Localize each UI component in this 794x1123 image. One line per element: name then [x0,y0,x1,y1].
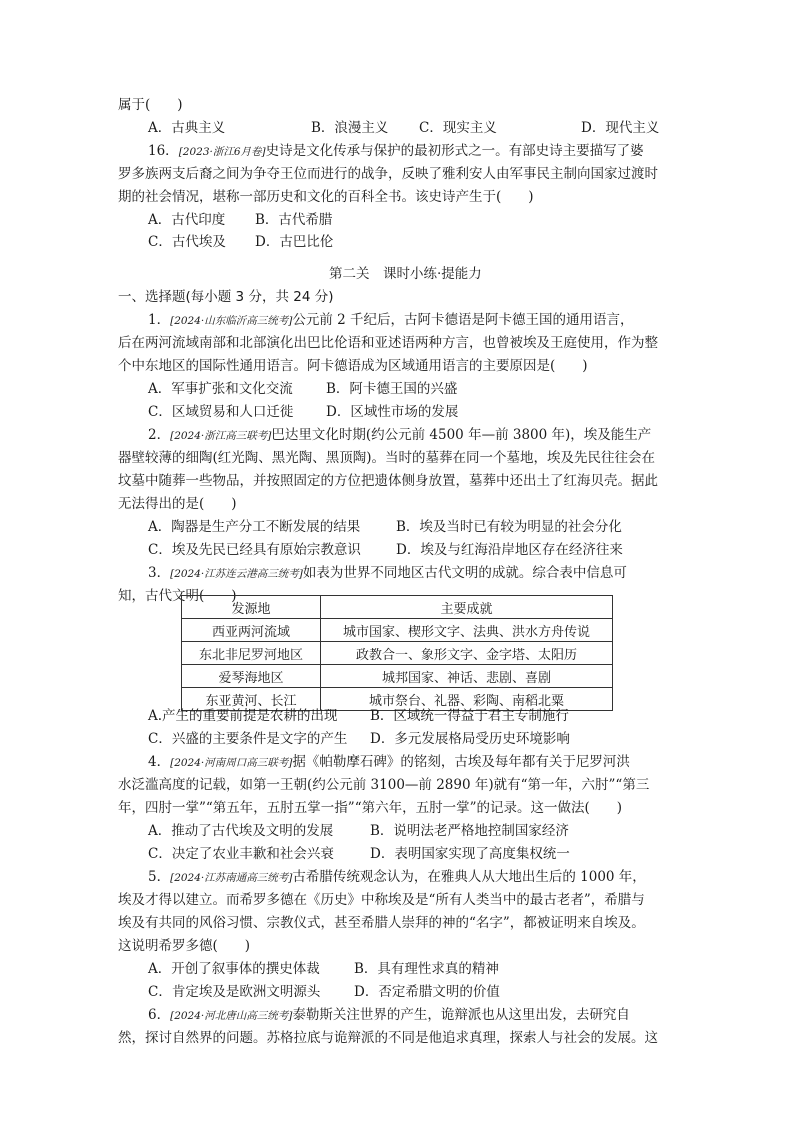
q1-option-b: B．阿卡德王国的兴盛 [326,381,458,397]
section-part-heading: 一、选择题(每小题 3 分，共 24 分) [118,289,334,305]
q2-option-d: D．埃及与红海沿岸地区存在经济往来 [396,542,623,558]
q3-number: 3． [148,565,171,581]
q16-text-1: 史诗是文化传承与保护的最初形式之一。有部史诗主要描写了婆 [265,143,644,159]
table-row [182,665,613,688]
q2-option-a: A．陶器是生产分工不断发展的结果 [148,519,361,535]
q3-option-a: A.产生的重要前提是农耕的出现 [148,708,338,724]
q4-option-c: C．决定了农业丰歉和社会兴衰 [148,846,334,862]
q16-option-d: D．古巴比伦 [255,234,334,250]
table-cell: 城市国家、楔形文字、法典、洪水方舟传说 [321,619,613,642]
section-title: 第二关 课时小练·提能力 [329,266,482,282]
table-cell: 城市祭台、礼器、彩陶、南稻北粟 [321,688,613,711]
q3-option-d: D．多元发展格局受历史环境影响 [370,731,570,747]
q5-number: 5． [148,869,171,885]
q3-line-2: 知，古代文明( ) [118,588,237,604]
q2-line-2: 器壁较薄的细陶(红光陶、黑光陶、黑顶陶)。当时的墓葬在同一个墓地，埃及先民往往会在 [118,450,656,466]
q4-line-3: 年，四肘一掌”“第五年，五肘五掌一指”“第六年，五肘一掌”的记录。这一做法( ) [118,800,623,816]
q2-text-1: 巴达里文化时期(约公元前 4500 年—前 3800 年)，埃及能生产 [271,427,652,443]
q1-line-3: 个中东地区的国际性通用语言。阿卡德语成为区域通用语言的主要原因是( ) [118,358,588,374]
q15-option-d: D．现代主义 [581,120,660,136]
q16-source: [2023·浙江6月卷] [178,146,266,158]
q6-number: 6． [148,1007,171,1023]
q1-option-d: D．区域性市场的发展 [326,404,459,420]
q6-line-1 [148,1005,630,1026]
q15-stem-end: 属于( ) [118,97,183,113]
q16-option-b: B．古代希腊 [255,212,333,228]
q1-line-1 [148,310,634,331]
civilization-table [181,595,613,711]
q4-source: [2024·河南周口高三联考] [170,757,293,769]
q2-line-4: 无法得出的是( ) [118,496,237,512]
q4-line-1 [148,752,630,773]
q15-option-a: A．古典主义 [148,120,226,136]
table-row [182,619,613,642]
q16-number: 16． [148,143,179,159]
table-cell: 东北非尼罗河地区 [182,642,321,665]
q2-source: [2024·浙江高三联考] [170,430,272,442]
q1-text-1: 公元前 2 千纪后，古阿卡德语是阿卡德王国的通用语言， [292,312,634,328]
q5-option-d: D．否定希腊文明的价值 [354,984,500,1000]
q15-option-b: B．浪漫主义 [311,120,389,136]
q6-line-2: 然，探讨自然界的问题。苏格拉底与诡辩派的不同是他追求真理，探索人与社会的发展。这 [118,1030,658,1046]
q5-option-a: A．开创了叙事体的撰史体裁 [148,961,320,977]
q2-line-3: 坟墓中随葬一些物品，并按照固定的方位把遗体侧身放置，墓葬中还出土了红海贝壳。据此 [118,473,658,489]
q16-line-3: 期的社会情况，堪称一部历史和文化的百科全书。该史诗产生于( ) [118,189,534,205]
q5-option-b: B．具有理性求真的精神 [354,961,499,977]
q3-option-b: B．区域统一得益于君主专制施行 [370,708,569,724]
table-cell: 城邦国家、神话、悲剧、喜剧 [321,665,613,688]
q3-source: [2024·江苏连云港高三统考] [170,568,303,580]
q6-source: [2024·河北唐山高三统考] [170,1010,293,1022]
q16-option-a: A．古代印度 [148,212,226,228]
table-row [182,642,613,665]
q4-number: 4． [148,754,171,770]
q16-line-1 [148,141,644,162]
q4-option-d: D．表明国家实现了高度集权统一 [370,846,570,862]
q3-line-1 [148,563,627,584]
table-header-cell: 主要成就 [321,596,613,619]
q3-text-1: 如表为世界不同地区古代文明的成就。综合表中信息可 [302,565,627,581]
q5-text-1: 古希腊传统观念认为，在雅典人从大地出生后的 1000 年， [292,869,646,885]
q2-number: 2． [148,427,171,443]
q16-line-2: 罗多族两支后裔之间为争夺王位而进行的战争，反映了雅利安人由军事民主制向国家过渡时 [118,166,658,182]
q1-line-2: 后在两河流域南部和北部演化出巴比伦语和亚述语两种方言，也曾被埃及王庭使用，作为整 [118,335,658,351]
q4-line-2: 水泛滥高度的记载，如第一王朝(约公元前 3100—前 2890 年)就有“第一年，六肘”“第三 [118,777,650,793]
table-cell: 东亚黄河、长江 [182,688,321,711]
table-cell: 政教合一、象形文字、金字塔、太阳历 [321,642,613,665]
q2-option-b: B．埃及当时已有较为明显的社会分化 [396,519,622,535]
q1-option-a: A．军事扩张和文化交流 [148,381,293,397]
q4-text-1: 据《帕勒摩石碑》的铭刻，古埃及每年都有关于尼罗河洪 [292,754,630,770]
q4-option-a: A．推动了古代埃及文明的发展 [148,823,334,839]
q5-source: [2024·江苏南通高三统考] [170,872,293,884]
table-cell: 爱琴海地区 [182,665,321,688]
q1-option-c: C．区域贸易和人口迁徙 [148,404,294,420]
q4-option-b: B．说明法老严格地控制国家经济 [370,823,569,839]
q5-option-c: C．肯定埃及是欧洲文明源头 [148,984,321,1000]
q15-option-c: C．现实主义 [419,120,497,136]
table-header-row [182,596,613,619]
q16-option-c: C．古代埃及 [148,234,226,250]
q5-line-1 [148,867,646,888]
q2-line-1 [148,425,651,446]
q6-text-1: 泰勒斯关注世界的产生，诡辩派也从这里出发，去研究自 [292,1007,630,1023]
table-header-cell: 发源地 [182,596,321,619]
q1-number: 1． [148,312,171,328]
q5-line-3: 埃及有共同的风俗习惯、宗教仪式，甚至希腊人崇拜的神的“名字”，都被证明来自埃及。 [118,915,645,931]
q1-source: [2024·山东临沂高三统考] [170,315,293,327]
table-cell: 西亚两河流域 [182,619,321,642]
q5-line-4: 这说明希罗多德( ) [118,938,251,954]
q5-line-2: 埃及才得以建立。而希罗多德在《历史》中称埃及是“所有人类当中的最古老者”，希腊与 [118,892,645,908]
q3-option-c: C．兴盛的主要条件是文字的产生 [148,731,348,747]
q2-option-c: C．埃及先民已经具有原始宗教意识 [148,542,361,558]
